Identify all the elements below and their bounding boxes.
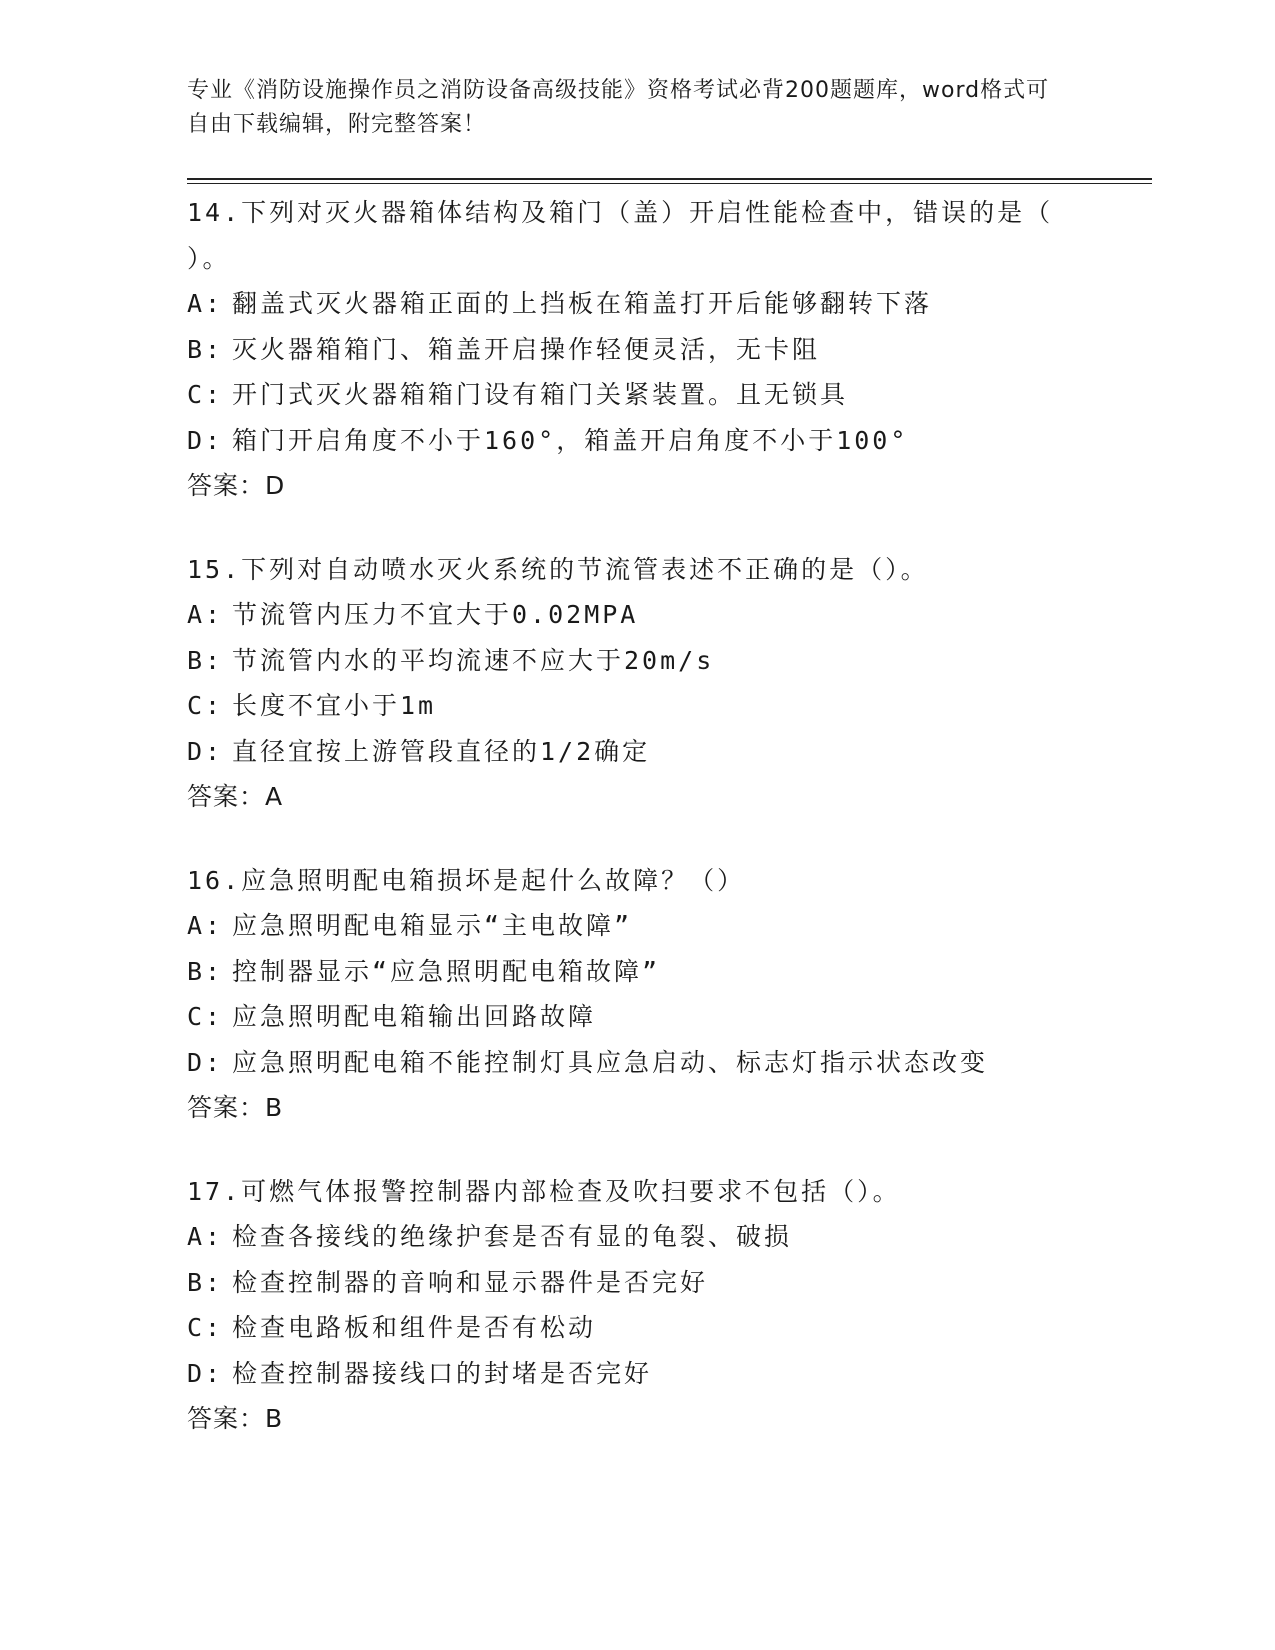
option-text: 检查控制器的音响和显示器件是否完好 — [232, 1267, 709, 1297]
option-letter: D: — [187, 1047, 224, 1077]
answer-line: 答案：B — [187, 1404, 284, 1433]
question-stem: 15.下列对自动喷水灭火系统的节流管表述不正确的是（）。 — [187, 554, 929, 584]
question-stem: 17.可燃气体报警控制器内部检查及吹扫要求不包括（）。 — [187, 1176, 901, 1206]
option-letter: C: — [187, 380, 224, 409]
option-letter: A: — [187, 289, 224, 318]
option-letter: B: — [187, 645, 224, 675]
option-a — [187, 1214, 1087, 1260]
question-stem: 14.下列对灭火器箱体结构及箱门（盖）开启性能检查中，错误的是（ ）。 — [187, 198, 1054, 273]
answer-line: 答案：B — [187, 1093, 284, 1122]
option-d — [187, 418, 1087, 464]
option-letter: B: — [187, 334, 224, 364]
option-letter: C: — [187, 691, 224, 720]
option-text: 箱门开启角度不小于160°，箱盖开启角度不小于100° — [232, 425, 909, 455]
option-text: 开门式灭火器箱箱门设有箱门关紧装置。且无锁具 — [232, 380, 849, 409]
option-text: 节流管内压力不宜大于0.02MPA — [232, 600, 639, 629]
option-letter: A: — [187, 1222, 224, 1251]
option-text: 翻盖式灭火器箱正面的上挡板在箱盖打开后能够翻转下落 — [232, 289, 933, 318]
question-list — [187, 190, 1087, 1480]
document-header — [187, 74, 1067, 142]
option-letter: A: — [187, 600, 224, 629]
option-letter: D: — [187, 425, 224, 455]
option-letter: D: — [187, 1358, 224, 1388]
option-c — [187, 1305, 1087, 1351]
question-stem: 16.应急照明配电箱损坏是起什么故障？（） — [187, 865, 746, 895]
option-text: 节流管内水的平均流速不应大于20m/s — [232, 645, 715, 675]
option-b — [187, 327, 1087, 373]
option-text: 检查各接线的绝缘护套是否有显的龟裂、破损 — [232, 1222, 793, 1251]
option-letter: D: — [187, 736, 224, 766]
option-text: 控制器显示“应急照明配电箱故障” — [232, 956, 661, 986]
option-text: 应急照明配电箱不能控制灯具应急启动、标志灯指示状态改变 — [232, 1047, 989, 1077]
question-17 — [187, 1169, 1087, 1442]
option-text: 长度不宜小于1m — [232, 691, 437, 720]
question-16 — [187, 858, 1087, 1131]
option-c — [187, 994, 1087, 1040]
option-c — [187, 683, 1087, 729]
option-a — [187, 592, 1087, 638]
option-c — [187, 372, 1087, 418]
option-text: 检查电路板和组件是否有松动 — [232, 1313, 597, 1342]
option-b — [187, 1260, 1087, 1306]
header-text: 专业《消防设施操作员之消防设备高级技能》资格考试必背200题题库，word格式可自由下载编辑，附完整答案！ — [187, 78, 1050, 137]
option-letter: C: — [187, 1002, 224, 1031]
option-letter: C: — [187, 1313, 224, 1342]
option-text: 应急照明配电箱输出回路故障 — [232, 1002, 597, 1031]
question-15 — [187, 547, 1087, 820]
option-text: 直径宜按上游管段直径的1/2确定 — [232, 736, 651, 766]
option-d — [187, 1351, 1087, 1397]
option-b — [187, 638, 1087, 684]
option-text: 检查控制器接线口的封堵是否完好 — [232, 1358, 653, 1388]
answer-line: 答案：D — [187, 471, 286, 500]
option-letter: B: — [187, 956, 224, 986]
option-d — [187, 729, 1087, 775]
option-letter: B: — [187, 1267, 224, 1297]
option-letter: A: — [187, 911, 224, 940]
question-14 — [187, 190, 1087, 509]
answer-line: 答案：A — [187, 782, 284, 811]
option-d — [187, 1040, 1087, 1086]
option-b — [187, 949, 1087, 995]
option-text: 灭火器箱箱门、箱盖开启操作轻便灵活，无卡阻 — [232, 334, 821, 364]
header-divider — [187, 178, 1152, 184]
option-a — [187, 903, 1087, 949]
option-text: 应急照明配电箱显示“主电故障” — [232, 911, 633, 940]
option-a — [187, 281, 1087, 327]
